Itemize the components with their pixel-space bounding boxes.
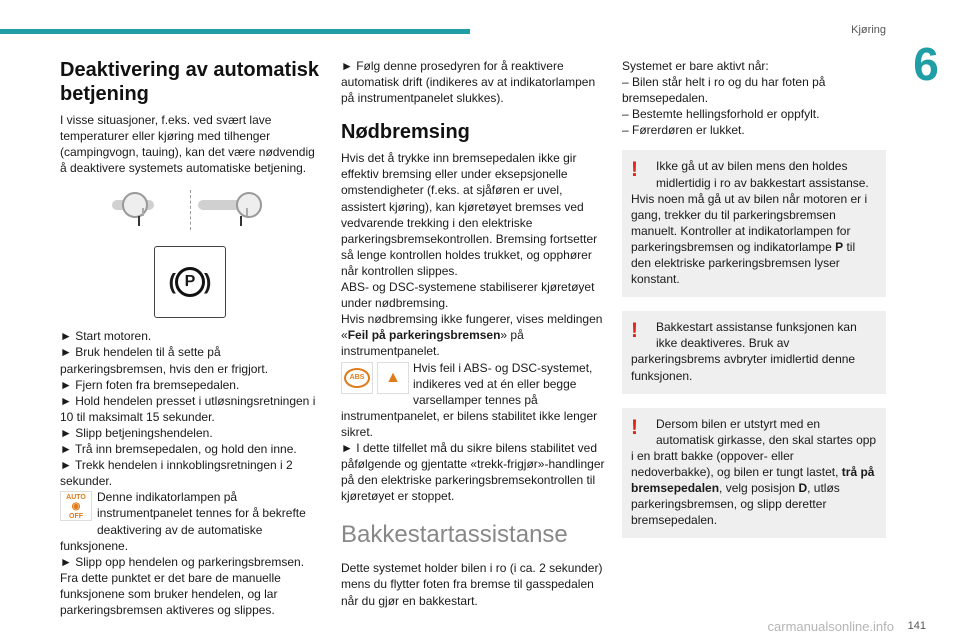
fault-paragraph: Hvis feil i ABS- og DSC-systemet, indikeres ved at én eller begge varsellamper tennes på instrumentpanelet, er bilens stabilitet ikke lenger sikret.	[341, 360, 598, 439]
step: ► Start motoren.	[60, 329, 152, 344]
warning-box	[622, 408, 886, 539]
message-paragraph: Hvis nødbremsing ikke fungerer, vises meldingen «Feil på parkeringsbremsen» på instrumentpanelet.	[341, 312, 603, 359]
stability-step: ► I dette tilfellet må du sikre bilens stabilitet ved påfølgende og gjentatte «trekk-frigjør»-handlinger på den elektriske parkeringsbremsekontrollen til kjøretøyet er stoppet.	[341, 440, 605, 504]
reactivate-step: ► Følg denne prosedyren for å reaktivere automatisk drift (indikeres av at indikatorlampen på instrumentpanelet slukkes).	[341, 59, 596, 106]
abs-warning-icon: ABS	[341, 362, 373, 394]
abs-dsc-paragraph: ABS- og DSC-systemene stabiliserer kjøretøyet under nødbremsing.	[341, 280, 595, 311]
warning-icon: !	[631, 158, 638, 182]
step: ► Trå inn bremsepedalen, og hold den inne.	[60, 442, 297, 457]
outro-paragraph: Fra dette punktet er det bare de manuelle funksjonene som bruker hendelen, og lar parkeringsbremsen aktiveres og slippes.	[60, 570, 281, 617]
header-accent-bar	[0, 29, 470, 34]
page-number: 141	[907, 620, 926, 632]
parking-p-icon: P	[175, 267, 205, 297]
section-title-deactivation: Deaktivering av automatisk betjening	[60, 59, 319, 105]
warning-text: Ikke gå ut av bilen mens den holdes midlertidig i ro av bakkestart assistanse. Hvis noen må gå ut av bilen når motoren er i gang, trekker du til parkeringsbremsen manuelt. Kontroller at indikatorlampen for parkeringsbremsen og indikatorlampe P til den elektriske parkeringsbremsen lyser konstant.	[631, 159, 869, 287]
warning-text: Dersom bilen er utstyrt med en automatisk girkasse, den skal startes opp i en bratt bakke (oppover- eller nedoverbakke), og bilen er tungt lastet, trå på bremsepedalen, velg posisjon D, utløs parkeringsbremsen, og slipp deretter bremsepedalen.	[631, 416, 877, 528]
illustration-divider	[190, 190, 192, 230]
chapter-name: Kjøring	[851, 24, 886, 36]
watermark: carmanualsonline.info	[767, 619, 894, 634]
step: ► Trekk hendelen i innkoblingsretningen i 2 sekunder.	[60, 458, 293, 489]
step: ► Slipp opp hendelen og parkeringsbremsen.	[60, 554, 305, 569]
section-title-emergency-braking: Nødbremsing	[341, 121, 470, 144]
column-2	[341, 58, 605, 609]
warning-icon: !	[631, 415, 638, 439]
condition-item: – Førerdøren er lukket.	[622, 123, 745, 138]
hill-start-paragraph: Dette systemet holder bilen i ro (i ca. 2 sekunder) mens du flytter foten fra bremse til gasspedalen når du gjør en bakkestart.	[341, 561, 603, 608]
warning-box	[622, 150, 886, 297]
parking-brake-button-image: ( P )	[154, 246, 226, 318]
intro-paragraph: I visse situasjoner, f.eks. ved svært lave temperaturer eller kjøring med tilhenger (campingvogn, tauing), kan det være nødvendig å deaktivere systemets automatiske betjening.	[60, 113, 315, 176]
step: ► Bruk hendelen til å sette på parkeringsbremsen, hvis den er frigjort.	[60, 345, 269, 376]
section-title-hill-start: Bakkestartassistanse	[341, 521, 568, 549]
step: ► Fjern foten fra bremsepedalen.	[60, 377, 240, 392]
warning-text: Bakkestart assistanse funksjonen kan ikke deaktiveres. Bruk av parkeringsbrems avbryter imidlertid denne funksjonen.	[631, 320, 857, 383]
indicator-lamp-text: Denne indikatorlampen på instrumentpanelet tennes for å bekrefte deaktivering av de automatiske funksjonene.	[60, 490, 306, 553]
column-1	[60, 58, 322, 618]
active-conditions-heading: Systemet er bare aktivt når:	[622, 59, 769, 73]
warning-icon: !	[631, 319, 638, 343]
auto-off-icon: AUTO ◉ OFF	[60, 491, 92, 521]
step: ► Hold hendelen presset i utløsningsretningen i 10 til maksimalt 15 sekunder.	[60, 393, 316, 424]
column-3	[622, 58, 886, 552]
condition-item: – Bilen står helt i ro og du har foten på bremsepedalen.	[622, 75, 826, 106]
step: ► Slipp betjeningshendelen.	[60, 425, 213, 440]
warning-box	[622, 311, 886, 393]
condition-item: – Bestemte hellingsforhold er oppfylt.	[622, 107, 820, 122]
stability-warning-icon: ▲	[377, 362, 409, 394]
lever-illustration	[60, 190, 322, 234]
emergency-paragraph: Hvis det å trykke inn bremsepedalen ikke gir effektiv bremsing eller under eksepsjonelle omstendigheter (f.eks. at sjåføren er uvel, assistert kjøring), kan kjøretøyet bremses ved vedvarende trekking i den elektriske parkeringsbremsekontrollen. Bremsing fortsetter så lenge kontrollen holdes trukket, og opphører når kontrollen slippes.	[341, 151, 598, 278]
chapter-number: 6	[892, 35, 960, 93]
